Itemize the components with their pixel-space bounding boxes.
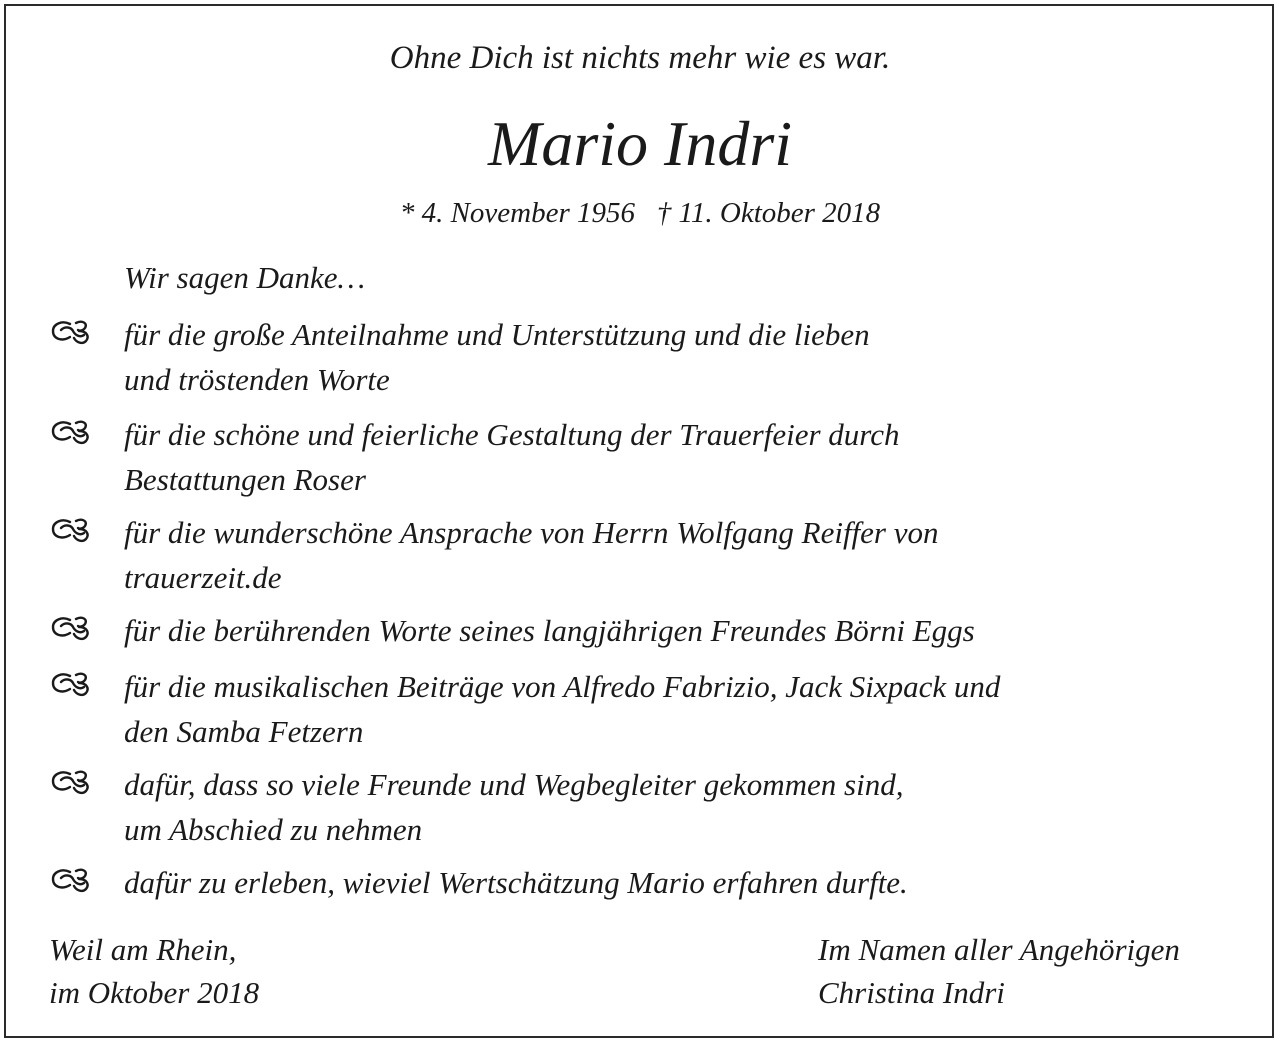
list-item-text <box>124 510 1234 600</box>
list-item-text <box>124 608 1234 653</box>
list-item-text <box>124 664 1234 754</box>
list-item <box>0 312 1280 402</box>
thanks-list <box>0 312 1280 906</box>
place-and-date <box>49 928 259 1014</box>
ornament-bullet-icon <box>50 866 94 894</box>
ornament-bullet-icon <box>50 516 94 544</box>
ornament-bullet-icon <box>50 768 94 796</box>
life-dates: * 4. November 1956 † 11. Oktober 2018 <box>399 197 881 229</box>
list-item <box>0 762 1280 852</box>
list-item-line: dafür, dass so viele Freunde und Wegbegleiter gekommen sind, <box>124 767 904 802</box>
motto: Ohne Dich ist nichts mehr wie es war. <box>389 40 891 76</box>
list-item-line: Bestattungen Roser <box>124 462 366 497</box>
list-item-text <box>124 860 1234 905</box>
list-item-line: um Abschied zu nehmen <box>124 812 423 847</box>
ornament-bullet-icon <box>50 418 94 446</box>
list-item-line: dafür zu erleben, wieviel Wertschätzung Mario erfahren durfte. <box>124 865 908 900</box>
list-item-line: für die schöne und feierliche Gestaltung der Trauerfeier durch <box>124 417 900 452</box>
list-item <box>0 412 1280 502</box>
list-item-line: den Samba Fetzern <box>124 714 364 749</box>
list-item-line: für die wunderschöne Ansprache von Herrn Wolfgang Reiffer von <box>124 515 939 550</box>
month-year: im Oktober 2018 <box>49 975 260 1010</box>
ornament-bullet-icon <box>50 670 94 698</box>
list-item-line: für die musikalischen Beiträge von Alfredo Fabrizio, Jack Sixpack und <box>124 669 1001 704</box>
list-item <box>0 608 1280 654</box>
ornament-bullet-icon <box>50 318 94 346</box>
signature-block <box>818 928 1180 1014</box>
place: Weil am Rhein, <box>49 932 237 967</box>
list-item <box>0 510 1280 600</box>
list-item-line: für die berührenden Worte seines langjährigen Freundes Börni Eggs <box>124 613 975 648</box>
list-item-line: für die große Anteilnahme und Unterstützung und die lieben <box>124 317 870 352</box>
list-item-line: trauerzeit.de <box>124 560 282 595</box>
on-behalf-line: Im Namen aller Angehörigen <box>818 932 1180 967</box>
list-item-text <box>124 412 1234 502</box>
list-item-text <box>124 312 1234 402</box>
signer-name: Christina Indri <box>818 975 1005 1010</box>
list-item-text <box>124 762 1234 852</box>
ornament-bullet-icon <box>50 614 94 642</box>
list-item <box>0 664 1280 754</box>
list-item <box>0 860 1280 906</box>
deceased-name: Mario Indri <box>488 108 792 179</box>
list-item-line: und tröstenden Worte <box>124 362 390 397</box>
thanks-intro: Wir sagen Danke… <box>124 260 366 295</box>
